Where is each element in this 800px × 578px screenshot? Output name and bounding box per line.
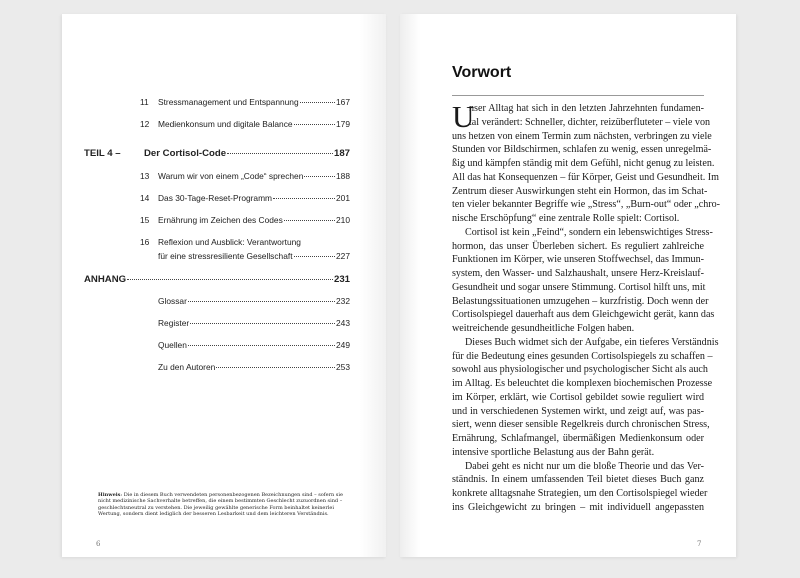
toc-entry (62, 215, 350, 225)
text-line: weitreichende gesundheitliche Folgen haben. (452, 323, 635, 334)
toc-entry (62, 171, 350, 181)
heading-rule (452, 95, 704, 96)
dot-leader (304, 176, 335, 177)
right-page (400, 14, 736, 557)
dot-leader (294, 124, 335, 125)
toc-part-4 (62, 148, 350, 159)
text-line: intensive sportliche Belastung aus der Bahn gerät. (452, 446, 655, 458)
text-line: system, den Wasser- und Salzhaushalt, unsere Herz-Kreislauf- (452, 268, 704, 279)
dot-leader (188, 301, 335, 302)
text-line: sowohl aus physiologischer und psychologischer Sicht als auch (452, 364, 708, 376)
dot-leader (127, 279, 333, 280)
text-line: für die Bedeutung eines gesunden Cortisolspiegels zu schaffen – (452, 350, 713, 362)
text-line: Zentrum dieser Auswirkungen steht ein Hormon, das im Schat- (452, 185, 708, 197)
page-number: 249 (336, 340, 350, 350)
page-number: 253 (336, 362, 350, 372)
text-line: Dabei geht es nicht nur um die bloße Theorie und das Ver- (465, 460, 704, 472)
text-line: Gesundheit und sogar unsere Stimmung. Cortisol hilft uns, mit (452, 281, 706, 293)
chapter-title: Stressmanagement und Entspannung (158, 97, 299, 107)
chapter-heading: Vorwort (452, 64, 512, 81)
appendix-title: Glossar (158, 296, 187, 306)
appendix-title: Quellen (158, 340, 187, 350)
appendix-title: Zu den Autoren (158, 362, 216, 372)
part-label: ANHANG (84, 274, 127, 285)
page-number-right: 7 (697, 540, 702, 548)
hint-label: Hinweis (98, 492, 121, 498)
text-line: All das hat Konsequenzen – für Körper, Geist und Gesundheit. Im (452, 171, 720, 183)
text-line: siert, wenn dieser sensible Regelkreis durch chronischen Stress, (452, 419, 710, 431)
chapter-number: 11 (140, 97, 149, 107)
text-line: Cortisolspiegel dauerhaft aus dem Gleichgewicht gerät, kann das (452, 309, 715, 321)
page-number: 227 (336, 251, 350, 261)
chapter-number: 14 (140, 193, 150, 203)
dot-leader (284, 220, 335, 221)
text-line: hormon, das unser Überleben sichert. Es reguliert zahlreiche (452, 240, 704, 252)
toc-entry (62, 119, 350, 129)
chapter-title: Ernährung im Zeichen des Codes (158, 215, 283, 225)
chapter-number: 15 (140, 215, 150, 225)
footnote-hint (98, 492, 348, 517)
text-line: Stunden vor Bildschirmen, schlafen zu wenig, essen unregelmä- (452, 144, 712, 156)
dot-leader (227, 153, 333, 154)
text-line: Cortisol ist kein „Feind“, sondern ein lebenswichtiges Stress- (465, 226, 713, 238)
dot-leader (273, 198, 335, 199)
page-number: 187 (333, 148, 350, 159)
part-label: TEIL 4 – (84, 148, 121, 159)
text-line: nische Erschöpfung“ eine zentrale Rolle spielt: Cortisol. (452, 213, 680, 224)
appendix-title: Register (158, 318, 190, 328)
text-line: ständnis. In einem umfassenden Teil bietet dieses Buch ganz (452, 474, 704, 486)
page-number: 231 (333, 274, 350, 285)
text-line: uns hetzen von einem Termin zum nächsten, verbringen zu viele (452, 130, 712, 142)
left-page (62, 14, 386, 557)
dot-leader (190, 323, 335, 324)
page-number: 201 (336, 193, 350, 203)
toc-appendix (62, 274, 350, 285)
chapter-title: Reflexion und Ausblick: Verantwortung (158, 237, 301, 247)
chapter-title-line2: für eine stressresiliente Gesellschaft (158, 251, 293, 261)
body-text (452, 99, 721, 515)
chapter-title: Das 30-Tage-Reset-Programm (158, 193, 273, 203)
chapter-title: Warum wir von einem „Code“ sprechen (158, 171, 304, 181)
text-line: und in verschiedenen Systemen wirkt, und zeigt auf, was pas- (452, 405, 704, 417)
page-number: 243 (336, 318, 350, 328)
page-number: 167 (336, 97, 350, 107)
dot-leader (294, 256, 335, 257)
text-line: konkrete alltagsnahe Strategien, um den Cortisolspiegel wieder (452, 488, 708, 499)
text-line: Funktionen im Körper, wie unseren Stoffwechsel, das Immun- (452, 254, 704, 266)
text-line: Dieses Buch widmet sich der Aufgabe, ein tieferes Verständnis (465, 336, 719, 348)
text-line: nser Alltag hat sich in den letzten Jahrzehnten fundamen- (469, 103, 704, 114)
chapter-number: 12 (140, 119, 150, 129)
toc-entry (62, 97, 350, 107)
page-number: 188 (336, 171, 350, 181)
text-line: ten vieler bekannter Begriffe wie „Stress“, „Burn-out“ oder „chro- (452, 199, 721, 211)
dot-leader (216, 367, 335, 368)
part-title: Der Cortisol-Code (144, 148, 227, 159)
page-number-left: 6 (96, 540, 101, 548)
toc-entry (62, 237, 350, 247)
chapter-number: 16 (140, 237, 150, 247)
text-line: im Alltag. Es beleuchtet die komplexen biochemischen Prozesse (452, 378, 713, 389)
chapter-title: Medienkonsum und digitale Balance (158, 119, 293, 129)
text-line: ins Gleichgewicht zu bringen – mit individuell angepassten (452, 501, 704, 513)
page-number: 179 (336, 119, 350, 129)
page-number: 232 (336, 296, 350, 306)
drop-cap: U (452, 99, 475, 134)
dot-leader (188, 345, 335, 346)
dot-leader (300, 102, 335, 103)
text-line: Ernährung, Schlafmangel, übermäßigen Medienkonsum oder (452, 433, 704, 444)
text-line: Belastungssituationen umzugehen – kurzfristig. Doch wenn der (452, 295, 709, 307)
hint-text: : Die in diesem Buch verwendeten personenbezogenen Bezeichnungen sind – sofern sie nicht medizinische Sachverhalte betreffen, die einem bestimmten Geschlecht zuzuordnen sind – geschlechtsneutral zu verstehen. Die jeweilig gewählte generische Form beinhaltet keinerlei Wertung, sondern dient lediglich der besseren Lesbarkeit und dem leichteren Verständnis. (98, 492, 343, 517)
toc-entry (62, 362, 350, 372)
toc-entry (62, 296, 350, 306)
toc-entry (62, 340, 350, 350)
toc-entry (62, 318, 350, 328)
text-line: tal verändert: Schneller, dichter, reizüberfluteter – viele von (469, 116, 711, 128)
toc-entry-continued (62, 251, 350, 261)
page-number: 210 (336, 215, 350, 225)
chapter-number: 13 (140, 171, 150, 181)
text-line: ßig und kämpfen ständig mit dem Gefühl, nicht genug zu leisten. (452, 158, 715, 169)
text-line: im Körper, erklärt, wie Cortisol gebildet sowie reguliert wird (452, 391, 704, 403)
toc-entry (62, 193, 350, 203)
